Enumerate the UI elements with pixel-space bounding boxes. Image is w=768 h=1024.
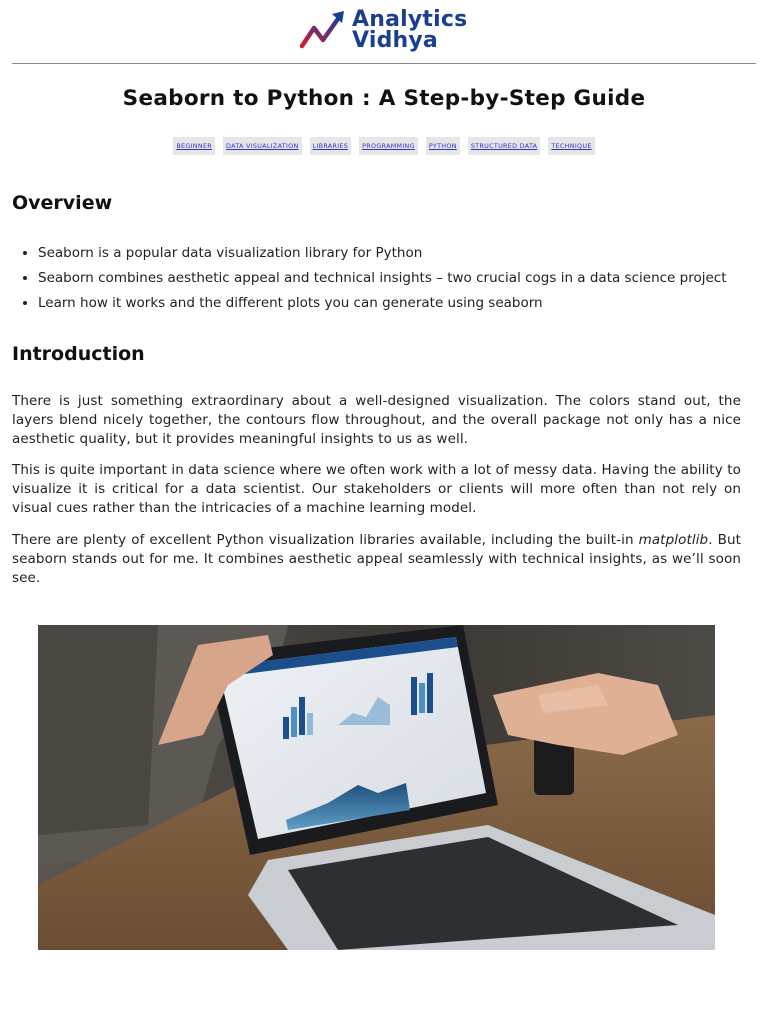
intro-paragraph-3 [12,531,741,588]
list-item: • Learn how it works and the different plots you can generate using seaborn [38,294,752,319]
site-header [12,0,756,64]
logo-line-2: Vidhya [352,28,438,53]
tag-list [0,137,768,155]
logo-line-1: Analytics [352,7,468,32]
hero-photo [38,625,715,950]
matplotlib-emphasis: matplotlib [638,532,709,548]
logo-wordmark [352,9,467,51]
overview-list [12,244,752,319]
tag-python[interactable]: PYTHON [426,137,460,155]
page-title: Seaborn to Python : A Step-by-Step Guide [122,86,646,111]
analytics-vidhya-logo[interactable] [294,8,467,52]
paragraph-text: . But seaborn stands out for me. It combines aesthetic appeal seamlessly with technical insights, as we’ll soon see. [12,532,741,586]
tag-technique[interactable]: TECHNIQUE [548,137,594,155]
list-item: • Seaborn combines aesthetic appeal and technical insights – two crucial cogs in a data science project [38,269,752,294]
tag-libraries[interactable]: LIBRARIES [310,137,352,155]
list-item: • Seaborn is a popular data visualization library for Python [38,244,752,269]
tag-data-visualization[interactable]: DATA VISUALIZATION [223,137,302,155]
trend-arrow-icon [294,8,348,52]
intro-paragraph-2: This is quite important in data science where we often work with a lot of messy data. Having the ability to visualize it is critical for a data scientist. Our stakeholders or clients will more often than not rely on visual cues rather than the intricacies of a machine learning model. [12,462,741,516]
introduction-heading: Introduction [12,343,145,365]
tag-programming[interactable]: PROGRAMMING [359,137,418,155]
paragraph-text: There are plenty of excellent Python visualization libraries available, including the built-in [12,532,639,548]
laptop-dashboard-illustration [38,625,715,950]
overview-heading: Overview [12,192,113,214]
tag-structured-data[interactable]: STRUCTURED DATA [468,137,541,155]
tag-beginner[interactable]: BEGINNER [173,137,215,155]
intro-paragraph-1: There is just something extraordinary about a well-designed visualization. The colors stand out, the layers blend nicely together, the contours flow throughout, and the overall package not only has a nice aesthetic quality, but it provides meaningful insights to us as well. [12,393,741,447]
